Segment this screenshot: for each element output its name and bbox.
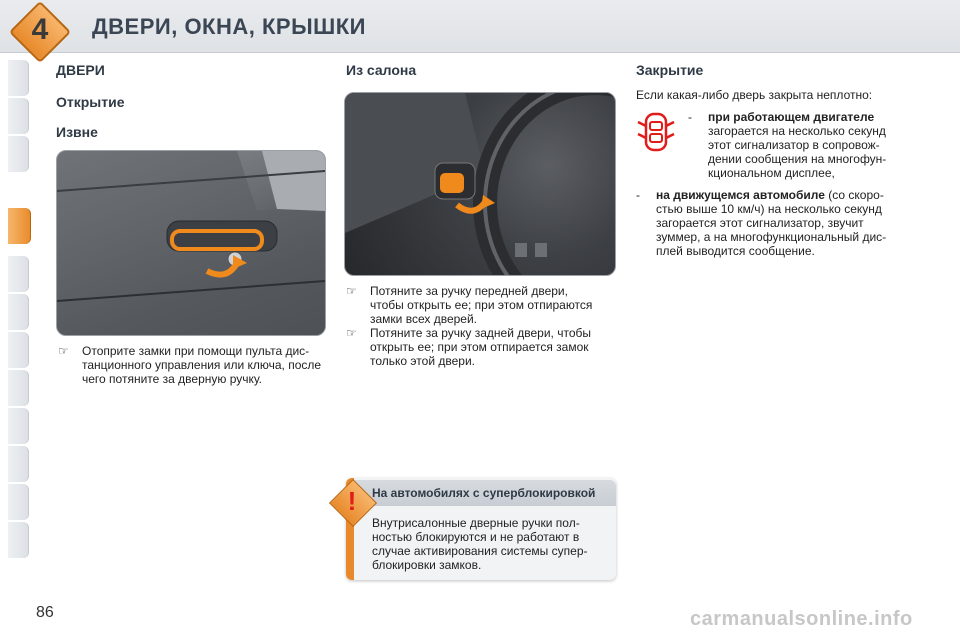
chapter-number: 4: [31, 13, 49, 46]
item2-bold: на движущемся автомобиле: [656, 188, 825, 202]
closing-title: Закрытие: [636, 62, 704, 78]
item1-dash: -: [688, 110, 692, 124]
item2-dash: -: [636, 188, 640, 202]
door-handle-photo: [56, 150, 326, 336]
text-line: блокировки замков.: [372, 558, 482, 572]
section-title: ДВЕРИ: [56, 62, 105, 78]
tab-12[interactable]: [8, 522, 29, 558]
tab-11[interactable]: [8, 484, 29, 520]
closing-intro: Если какая-либо дверь закрыта неплотно:: [636, 88, 873, 102]
text-line: чего потяните за дверную ручку.: [82, 372, 263, 386]
inside-bullet1-icon: ☞: [346, 284, 357, 298]
subtitle-opening: Открытие: [56, 94, 125, 110]
text-line: Внутрисалонные дверные ручки пол-: [372, 516, 580, 530]
page-title: ДВЕРИ, ОКНА, КРЫШКИ: [92, 14, 366, 39]
text-line: открыть ее; при этом отпирается замок: [370, 340, 589, 354]
warning-title: На автомобилях с суперблокировкой: [372, 486, 596, 500]
watermark: carmanualsonline.info: [690, 608, 913, 630]
inside-title: Из салона: [346, 62, 417, 78]
warning-text: [372, 516, 610, 572]
inside-bullet2-text: [370, 326, 616, 368]
text-line: загорается на несколько секунд: [708, 124, 886, 138]
subtitle-outside: Извне: [56, 124, 98, 140]
tab-9[interactable]: [8, 408, 29, 444]
text-line: зуммер, а на многофункциональный дис-: [656, 230, 887, 244]
text-line: кциональном дисплее,: [708, 166, 835, 180]
text-line: загорается этот сигнализатор, звучит: [656, 216, 864, 230]
tab-10[interactable]: [8, 446, 29, 482]
text-line: только этой двери.: [370, 354, 475, 368]
text-line: стью выше 10 км/ч) на несколько секунд: [656, 202, 882, 216]
text-line: чтобы открыть ее; при этом отпираются: [370, 298, 593, 312]
text-line: плей выводится сообщение.: [656, 244, 815, 258]
text-line: замки всех дверей.: [370, 312, 477, 326]
outside-bullet-text: [82, 344, 326, 386]
tab-8[interactable]: [8, 370, 29, 406]
text-line: этот сигнализатор в сопровож-: [708, 138, 880, 152]
tab-2[interactable]: [8, 98, 29, 134]
interior-handle-photo: [344, 92, 616, 276]
chapter-tabs: [0, 60, 30, 580]
page-number: 86: [36, 604, 54, 621]
item2-text: [656, 188, 904, 258]
text-line: случае активирования системы супер-: [372, 544, 588, 558]
item2-after: (со скоро-: [824, 188, 884, 202]
inside-bullet2-icon: ☞: [346, 326, 357, 340]
text-line: Потяните за ручку задней двери, чтобы: [370, 326, 592, 340]
item1-text: [708, 110, 904, 180]
tab-6[interactable]: [8, 294, 29, 330]
tab-7[interactable]: [8, 332, 29, 368]
text-line: танционного управления или ключа, после: [82, 358, 322, 372]
tab-1[interactable]: [8, 60, 29, 96]
tab-5[interactable]: [8, 256, 29, 292]
outside-bullet-icon: ☞: [58, 344, 69, 358]
tab-4-active[interactable]: [8, 208, 31, 244]
door-open-warning-icon: [636, 110, 676, 154]
text-line: дении сообщения на многофун-: [708, 152, 887, 166]
text-line: Отоприте замки при помощи пульта дис-: [82, 344, 310, 358]
text-line: Потяните за ручку передней двери,: [370, 284, 568, 298]
tab-3[interactable]: [8, 136, 29, 172]
warning-icon: !: [347, 486, 357, 516]
inside-bullet1-text: [370, 284, 616, 326]
text-line: ностью блокируются и не работают в: [372, 530, 580, 544]
item1-bold: при работающем двигателе: [708, 110, 875, 124]
